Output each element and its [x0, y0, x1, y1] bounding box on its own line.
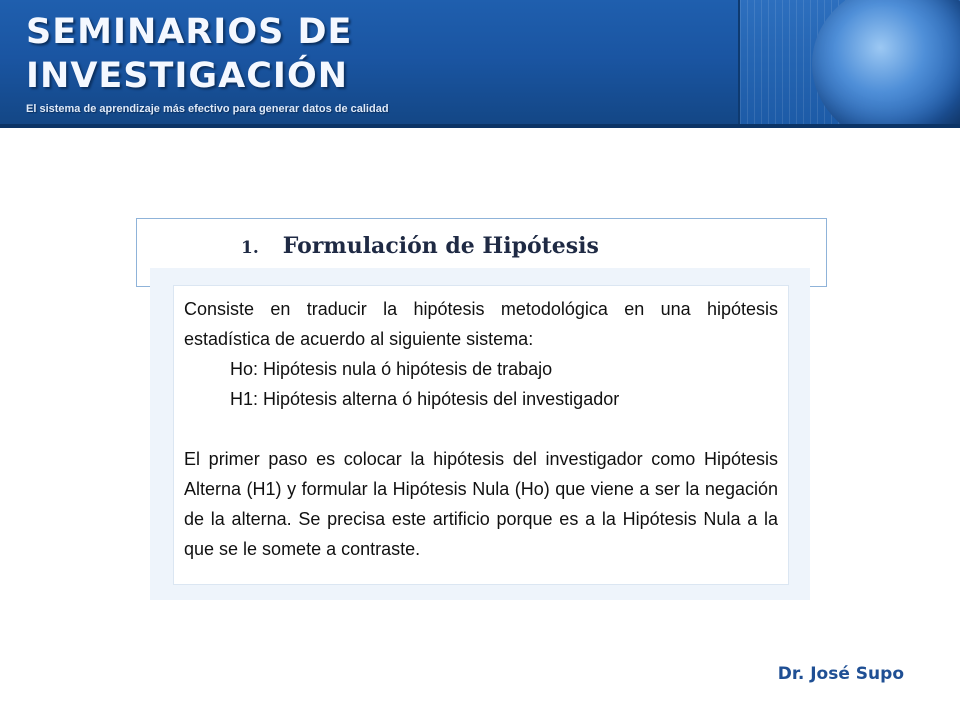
content-text-box [173, 285, 789, 585]
banner-divider [0, 124, 960, 128]
section-title: Formulación de Hipótesis [282, 233, 599, 259]
section-heading [241, 229, 599, 263]
header-title-line2: INVESTIGACIÓN [26, 56, 348, 96]
hypothesis-alternative: H1: Hipótesis alterna ó hipótesis del investigador [230, 389, 620, 409]
globe-icon [812, 0, 960, 128]
hypothesis-null: Ho: Hipótesis nula ó hipótesis de trabajo [230, 359, 553, 379]
section-number: 1. [241, 238, 259, 258]
paragraph-spacer [184, 414, 778, 444]
header-title [26, 10, 352, 98]
content-paragraph-2: El primer paso es colocar la hipótesis del investigador como Hipótesis Alterna (H1) y formular la Hipótesis Nula (Ho) que viene a ser la negación de la alterna. Se precisa este artificio porque es a la Hipótesis Nula a la que se le somete a contraste. [184, 449, 778, 559]
content-paragraph-1: Consiste en traducir la hipótesis metodológica en una hipótesis estadística de acuerdo al siguiente sistema: [184, 299, 778, 349]
header-title-line1: SEMINARIOS DE [26, 12, 353, 52]
author-name: Dr. José Supo [777, 664, 904, 684]
header-tagline: El sistema de aprendizaje más efectivo para generar datos de calidad [26, 103, 389, 115]
